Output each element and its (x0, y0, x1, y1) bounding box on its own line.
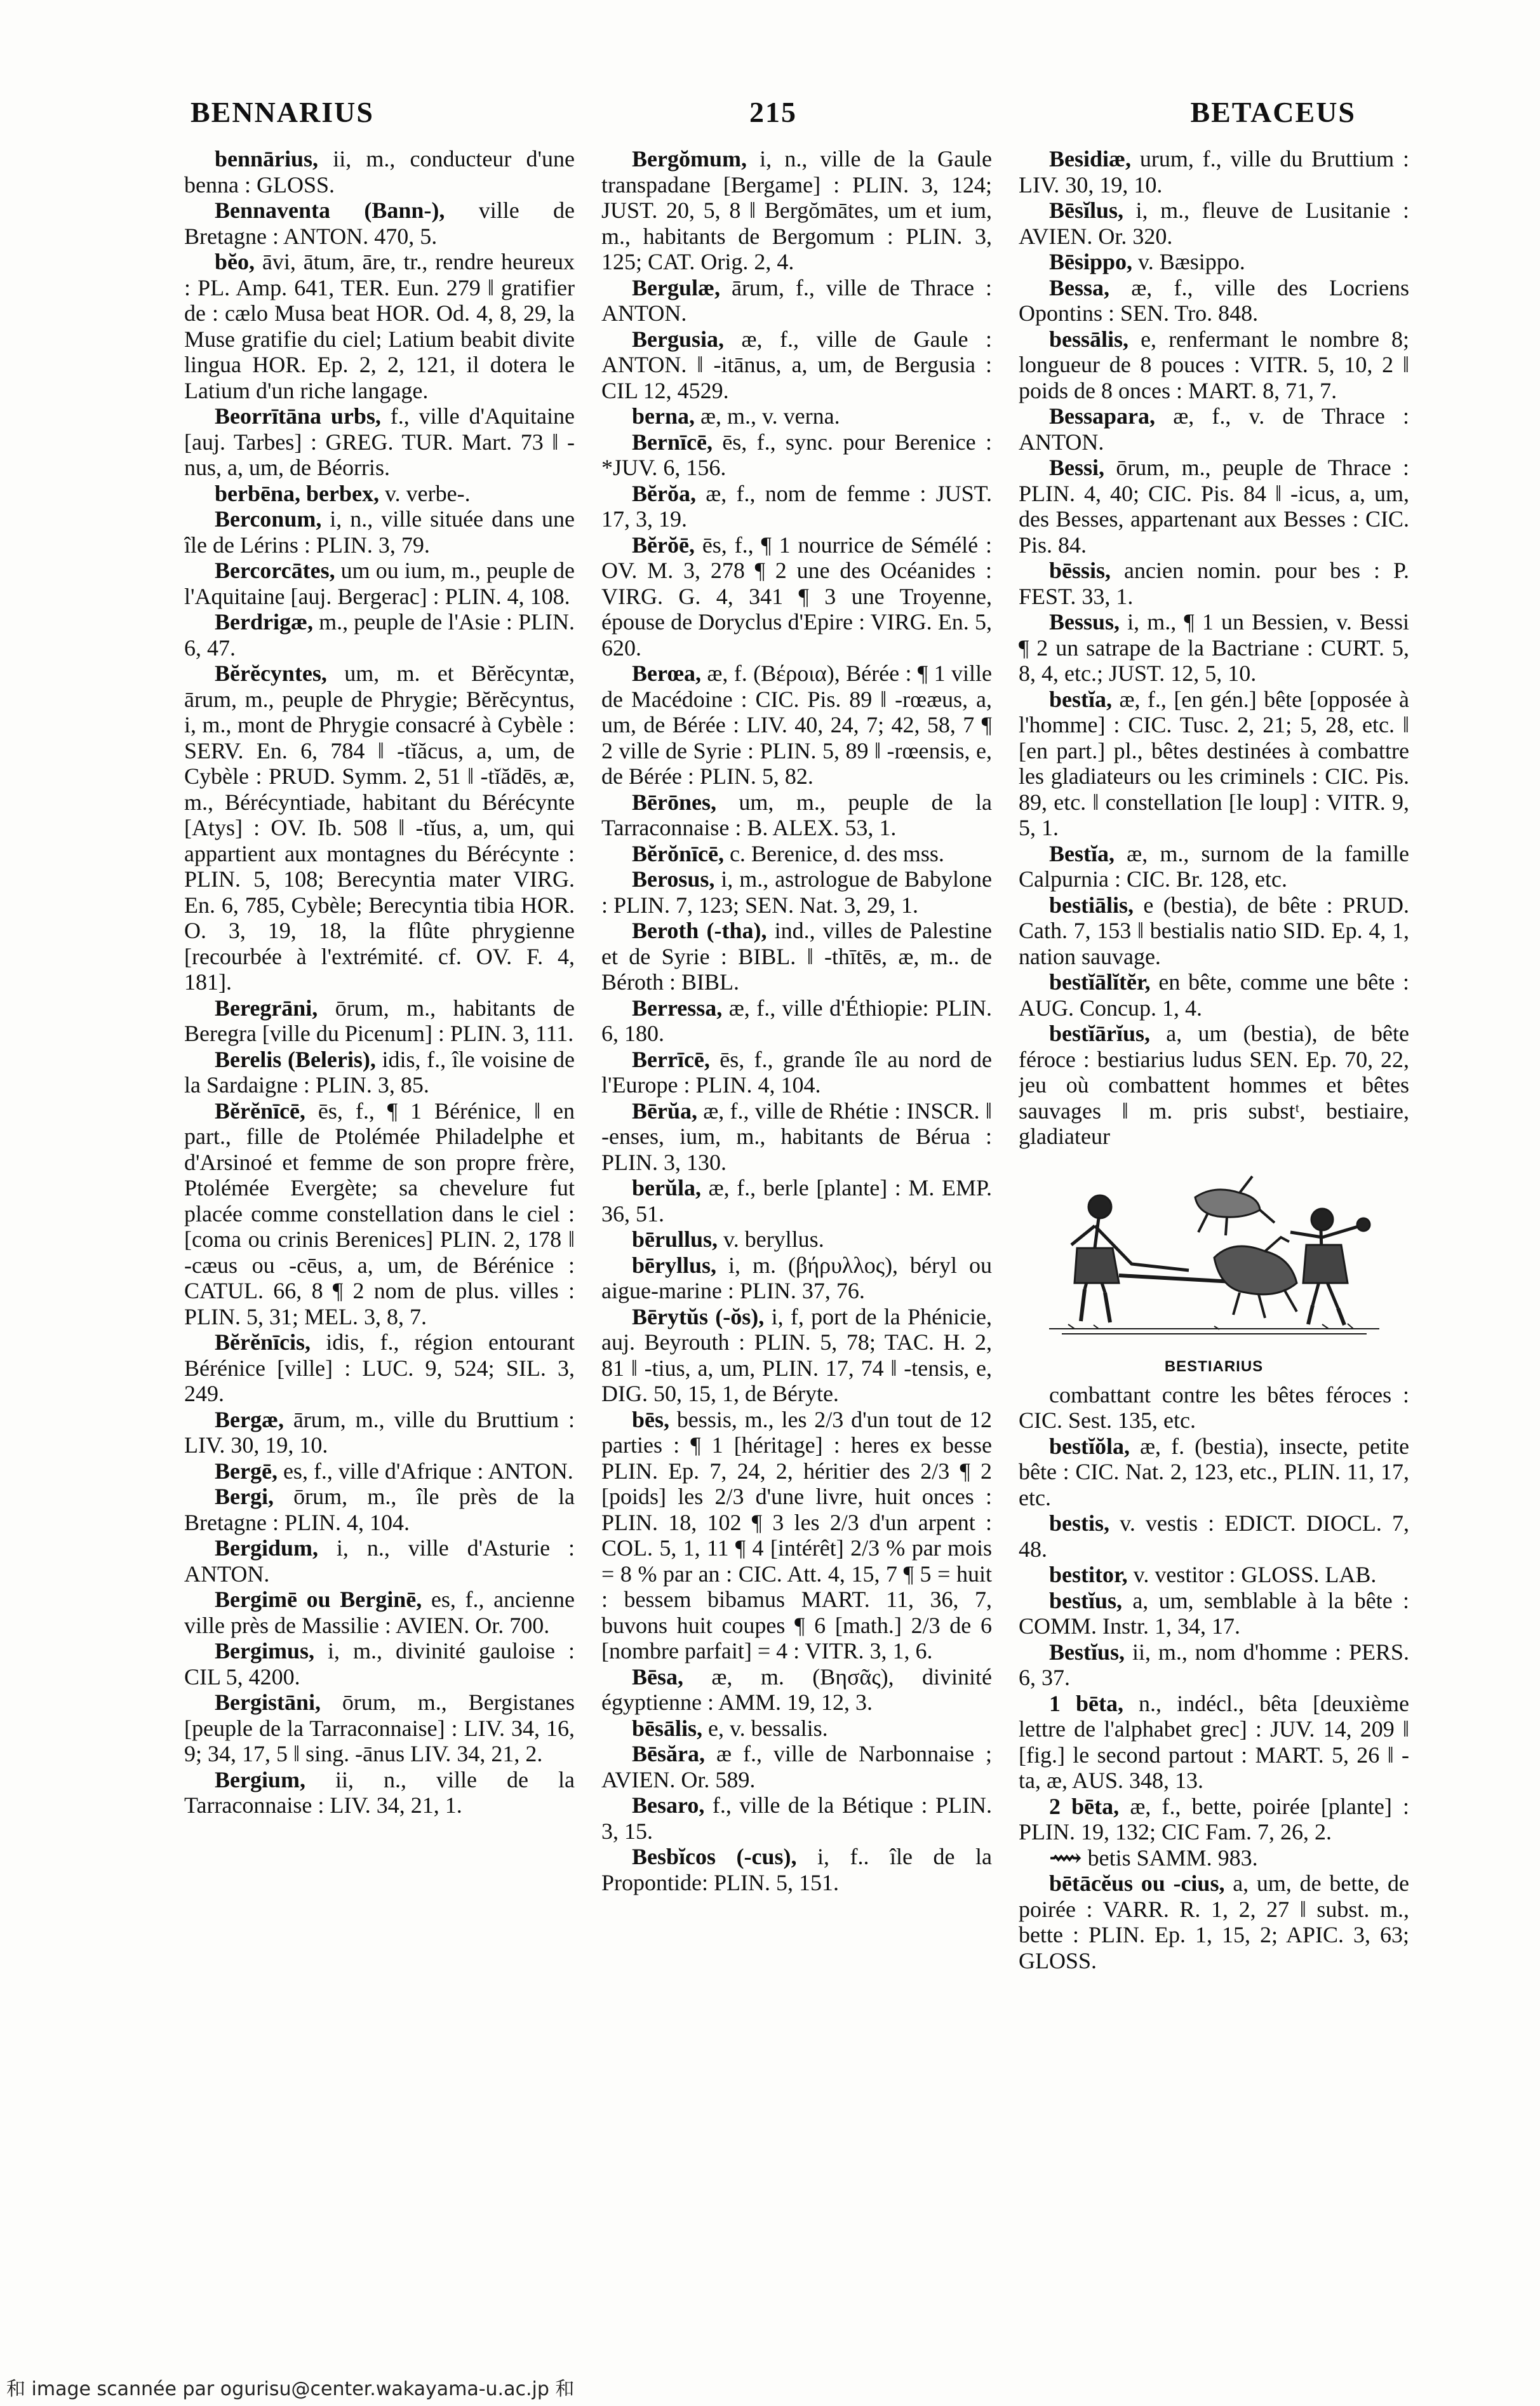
dictionary-entry (601, 1253, 992, 1304)
entry-headword: Bēsippo, (1049, 249, 1133, 274)
column-3-entries-top (1019, 146, 1409, 1150)
entry-definition: æ, f., ville de Rhétie : INSCR. ‖ -enses, ium, m., habitants de Bérua : PLIN. 3, 130. (601, 1098, 992, 1175)
entry-definition: i, m., astrologue de Babylone : PLIN. 7, 123; SEN. Nat. 3, 29, 1. (601, 866, 992, 918)
entry-headword: Bĕrĕnīcis, (215, 1329, 311, 1355)
entry-headword: berŭla, (632, 1175, 702, 1200)
entry-definition: æ, f., ville des Locriens Opontins : SEN. Tro. 848. (1019, 274, 1409, 326)
dictionary-entry (184, 481, 575, 507)
entry-headword: Beroth (-tha), (632, 918, 767, 943)
dictionary-entry (1019, 969, 1409, 1021)
dictionary-entry (601, 326, 992, 404)
entry-definition: ārum, f., ville de Thrace : ANTON. (601, 274, 992, 326)
dictionary-entry (184, 558, 575, 609)
dictionary-entry (601, 866, 992, 918)
dictionary-entry (1019, 1845, 1409, 1871)
dictionary-entry (184, 1484, 575, 1535)
dictionary-entry (1019, 1588, 1409, 1639)
scan-credit: 和 image scannée par ogurisu@center.wakayama-u.ac.jp 和 (6, 2378, 575, 2400)
entry-definition: f., ville d'Aquitaine [auj. Tarbes] : GREG. TUR. Mart. 73 ‖ -nus, a, um, de Béorris. (184, 403, 575, 480)
entry-definition: i, m. (βήρυλλος), béryl ou aigue-marine : PLIN. 37, 76. (601, 1252, 992, 1303)
entry-definition: i, n., ville de la Gaule transpadane [Bergame] : PLIN. 3, 124; JUST. 20, 5, 8 ‖ Bergŏmātes, um et ium, m., habitants de Bergomum : PLIN. 3, 125; CAT. Orig. 2, 4. (601, 146, 992, 274)
entry-definition: ōrum, m., île près de la Bretagne : PLIN. 4, 104. (184, 1484, 575, 1535)
dictionary-entry (601, 275, 992, 326)
column-1 (184, 146, 575, 2331)
entry-definition: ōrum, m., habitants de Beregra [ville du Picenum] : PLIN. 3, 111. (184, 995, 575, 1046)
header-first-word: BENNARIUS (191, 96, 374, 128)
dictionary-entry (184, 1638, 575, 1690)
dictionary-entry (601, 1741, 992, 1792)
dictionary-entry (184, 609, 575, 661)
dictionary-entry (184, 198, 575, 249)
dictionary-entry (1019, 609, 1409, 687)
entry-definition: a, um, semblable à la bête : COMM. Instr. 1, 34, 17. (1019, 1587, 1409, 1639)
dictionary-entry (601, 481, 992, 532)
dictionary-entry (601, 1716, 992, 1742)
entry-definition: æ, m., v. verna. (695, 403, 840, 429)
entry-headword: Berressa, (632, 995, 723, 1021)
entry-definition: ēs, f., ¶ 1 Bérénice, ‖ en part., fille de Ptolémée Philadelphe et d'Arsinoé et femme de son propre frère, Ptolémée Evergète; sa chevelure fut placée comme constellation dans le ciel : [coma ou crinis Berenices] PLIN. 2, 178 ‖ -cæus ou -cēus, a, um, de Bérénice : CATUL. 66, 8 ¶ 2 nom de plus. villes : PLIN. 5, 31; MEL. 3, 8, 7. (184, 1098, 575, 1329)
entry-headword: Bĕrĕnīcē, (215, 1098, 305, 1124)
entry-headword: Bērŭa, (632, 1098, 697, 1124)
dictionary-entry (601, 429, 992, 481)
entry-headword: bestis, (1049, 1510, 1110, 1536)
entry-definition: en bête, comme une bête : AUG. Concup. 1, 4. (1019, 969, 1409, 1021)
running-header (191, 95, 1356, 133)
entry-headword: Berelis (Beleris), (215, 1046, 376, 1072)
entry-definition: f., ville de la Bétique : PLIN. 3, 15. (601, 1792, 992, 1844)
entry-headword: Bĕrŏē, (632, 532, 695, 558)
entry-headword: Bergimē ou Berginē, (215, 1587, 422, 1612)
entry-definition: v. verbe-. (378, 480, 471, 506)
entry-definition: ōrum, m., Bergistanes [peuple de la Tarraconnaise] : LIV. 34, 16, 9; 34, 17, 5 ‖ sing. -ānus LIV. 34, 21, 2. (184, 1690, 575, 1766)
entry-headword: bestĭus, (1049, 1587, 1123, 1613)
figure-caption: BESTIARIUS (1164, 1357, 1264, 1375)
dictionary-entry (601, 841, 992, 867)
entry-headword: Bērytŭs (-ŏs), (632, 1303, 765, 1329)
text-columns (184, 146, 1410, 2331)
entry-definition: a, um, de bette, de poirée : VARR. R. 1, 2, 27 ‖ subst. m., bette : PLIN. Ep. 1, 15, 2; APIC. 3, 63; GLOSS. (1019, 1871, 1409, 1973)
entry-headword: bessālis, (1049, 326, 1129, 352)
entry-headword: Bergæ, (215, 1406, 284, 1432)
dictionary-entry (1019, 249, 1409, 275)
entry-definition: ind., villes de Palestine et de Syrie : BIBL. ‖ -thītēs, æ, m.. de Béroth : BIBL. (601, 918, 992, 995)
dictionary-entry (601, 1175, 992, 1227)
entry-headword: bestiālis, (1049, 892, 1134, 918)
dictionary-entry (601, 1664, 992, 1716)
dictionary-entry (1019, 455, 1409, 558)
entry-headword: Bestĭus, (1049, 1639, 1125, 1665)
entry-definition: m., peuple de l'Asie : PLIN. 6, 47. (184, 609, 575, 661)
entry-definition: v. vestitor : GLOSS. LAB. (1127, 1562, 1377, 1587)
entry-definition: æ, m., surnom de la famille Calpurnia : CIC. Br. 128, etc. (1019, 840, 1409, 892)
dictionary-entry (184, 1690, 575, 1767)
entry-headword: Bergium, (215, 1766, 305, 1792)
entry-definition: i, f.. île de la Propontide: PLIN. 5, 151. (601, 1844, 992, 1895)
entry-definition: betis SAMM. 983. (1081, 1845, 1258, 1871)
entry-headword: Bergidum, (215, 1535, 319, 1561)
entry-headword: 2 bēta, (1049, 1793, 1120, 1819)
entry-definition: æ, f. (Βέροια), Bérée : ¶ 1 ville de Macédoine : CIC. Pis. 89 ‖ -rœæus, a, um, de Bérée : LIV. 40, 24, 7; 42, 58, 7 ¶ 2 ville de Syrie : PLIN. 5, 89 ‖ -rœensis, e, de Bérée : PLIN. 5, 82. (601, 661, 992, 789)
dictionary-entry (184, 995, 575, 1047)
entry-headword: Bessa, (1049, 274, 1110, 300)
entry-definition: um ou ium, m., peuple de l'Aquitaine [auj. Bergerac] : PLIN. 4, 108. (184, 558, 575, 609)
entry-definition: e, v. bessalis. (702, 1715, 828, 1741)
entry-headword: bestĭālĭtĕr, (1049, 969, 1151, 995)
entry-headword: Berosus, (632, 866, 715, 892)
entry-headword: Bergusia, (632, 326, 725, 352)
entry-definition: ōrum, m., peuple de Thrace : PLIN. 4, 40; CIC. Pis. 84 ‖ -icus, a, um, des Besses, appartenant aux Besses : CIC. Pis. 84. (1019, 455, 1409, 558)
dictionary-entry (601, 403, 992, 429)
entry-headword: Besidiæ, (1049, 146, 1132, 171)
entry-headword: Berconum, (215, 506, 322, 532)
entry-headword: 1 bēta, (1049, 1690, 1124, 1716)
entry-headword: bestitor, (1049, 1562, 1128, 1587)
entry-headword: Bergŏmum, (632, 146, 747, 171)
entry-definition: es, f., ville d'Afrique : ANTON. (277, 1458, 573, 1484)
entry-headword: bĕo, (215, 249, 255, 274)
dictionary-entry (1019, 1639, 1409, 1691)
entry-headword: bestĭŏla, (1049, 1433, 1130, 1459)
entry-definition: æ f., ville de Narbonnaise ; AVIEN. Or. 589. (601, 1741, 992, 1792)
dictionary-entry (184, 1407, 575, 1458)
entry-definition: æ, f., ville d'Éthiopie: PLIN. 6, 180. (601, 995, 992, 1046)
entry-definition: c. Berenice, d. des mss. (723, 840, 944, 866)
entry-definition: n., indécl., bêta [deuxième lettre de l'alphabet grec] : JUV. 14, 209 ‖ [fig.] le second partout : MART. 5, 26 ‖ -ta, æ, AUS. 348, 13. (1019, 1690, 1409, 1793)
entry-definition: um, m. et Bĕrĕcyntæ, ārum, m., peuple de Phrygie; Bĕrĕcyntus, i, m., mont de Phrygie consacré à Cybèle : SERV. En. 6, 784 ‖ -tĭăcus, a, um, de Cybèle : PRUD. Symm. 2, 51 ‖ -tĭădēs, æ, m., Bérécyntiade, habitant du Bérécynte [Atys] : OV. Ib. 508 ‖ -tĭus, a, um, qui appartient aux montagnes du Bérécynte : PLIN. 5, 108; Berecyntia mater VIRG. En. 6, 785, Cybèle; Berecyntia tibia HOR. O. 3, 19, 18, la flûte phrygienne [recourbée à l'extrémité. cf. OV. F. 4, 181]. (184, 661, 575, 995)
dictionary-entry (184, 1535, 575, 1587)
dictionary-entry (1019, 1434, 1409, 1511)
entry-headword: Bercorcātes, (215, 558, 335, 583)
entry-definition: es, f., ancienne ville près de Massilie : AVIEN. Or. 700. (184, 1587, 575, 1638)
dictionary-entry (184, 1098, 575, 1330)
entry-headword: Bergistāni, (215, 1690, 321, 1715)
entry-headword: bēryllus, (632, 1252, 717, 1278)
dictionary-entry (601, 146, 992, 275)
entry-definition: combattant contre les bêtes féroces : CIC. Sest. 135, etc. (1019, 1381, 1409, 1433)
entry-headword: bēssis, (1049, 558, 1111, 583)
dictionary-entry (1019, 275, 1409, 326)
dictionary-entry (1019, 1562, 1409, 1588)
entry-definition: ēs, f., sync. pour Berenice : *JUV. 6, 156. (601, 429, 992, 480)
entry-definition: i, f, port de la Phénicie, auj. Beyrouth : PLIN. 5, 78; TAC. H. 2, 81 ‖ -tius, a, um, PLIN. 17, 74 ‖ -tensis, e, DIG. 50, 15, 1, de Béryte. (601, 1303, 992, 1406)
entry-definition: æ, f., v. de Thrace : ANTON. (1019, 403, 1409, 455)
dictionary-entry (184, 506, 575, 558)
column-3 (1019, 146, 1409, 2331)
entry-definition: ēs, f., grande île au nord de l'Europe : PLIN. 4, 104. (601, 1046, 992, 1098)
dictionary-entry (184, 146, 575, 198)
entry-definition: ville de Bretagne : ANTON. 470, 5. (184, 198, 575, 249)
entry-definition: i, m., ¶ 1 un Bessien, v. Bessi ¶ 2 un satrape de la Bactriane : CURT. 5, 8, 4, etc.; JUST. 12, 5, 10. (1019, 609, 1409, 686)
dictionary-entry (1019, 1871, 1409, 1973)
entry-headword: Bernīcē, (632, 429, 713, 455)
entry-headword: Bessapara, (1049, 403, 1156, 429)
bestiarius-illustration (1019, 1162, 1409, 1376)
entry-definition: ēs, f., ¶ 1 nourrice de Sémélé : OV. M. 3, 278 ¶ 2 une des Océanides : VIRG. G. 4, 341 ¶ 3 une Troyenne, épouse de Doryclus d'Epire : VIRG. En. 5, 620. (601, 532, 992, 661)
entry-definition: e, renfermant le nombre 8; longueur de 8 pouces : VITR. 5, 10, 2 ‖ poids de 8 onces : MART. 8, 71, 7. (1019, 326, 1409, 403)
entry-headword: bētācĕus ou -cius, (1049, 1871, 1225, 1896)
entry-headword: Besbĭcos (-cus), (632, 1844, 797, 1869)
dictionary-entry (184, 661, 575, 995)
entry-headword: Bĕrŏa, (632, 480, 696, 506)
entry-headword: bēs, (632, 1406, 670, 1432)
dictionary-entry (184, 1767, 575, 1818)
entry-definition: i, m., divinité gauloise : CIL 5, 4200. (184, 1638, 575, 1690)
dictionary-entry (1019, 1021, 1409, 1150)
entry-definition: a, um (bestia), de bête féroce : bestiarius ludus SEN. Ep. 70, 22, jeu où combattent hommes et bêtes sauvages ‖ m. pris substᵗ, bestiaire, gladiateur (1019, 1021, 1409, 1149)
dictionary-entry (1019, 1794, 1409, 1845)
dictionary-entry (601, 532, 992, 661)
dictionary-entry (1019, 403, 1409, 455)
dictionary-entry (601, 1098, 992, 1176)
entry-definition: i, n., ville d'Asturie : ANTON. (184, 1535, 575, 1587)
entry-definition: æ, f., [en gén.] bête [opposée à l'homme] : CIC. Tusc. 2, 21; 5, 28, etc. ‖ [en part.] pl., bêtes destinées à combattre les gladiateurs ou les criminels : CIC. Pis. 89, etc. ‖ constellation [le loup] : VITR. 9, 5, 1. (1019, 686, 1409, 840)
entry-definition: æ, f., ville de Gaule : ANTON. ‖ -itānus, a, um, de Bergusia : CIL 12, 4529. (601, 326, 992, 403)
dictionary-entry (601, 661, 992, 790)
entry-definition: um, m., peuple de la Tarraconnaise : B. ALEX. 53, 1. (601, 789, 992, 840)
dictionary-entry (601, 995, 992, 1047)
entry-definition: bessis, m., les 2/3 d'un tout de 12 parties : ¶ 1 [héritage] : heres ex besse PLIN. Ep. 7, 24, 2, héritier des 2/3 ¶ 2 [poids] les 2/3 d'une livre, huit onces : PLIN. 18, 102 ¶ 3 les 2/3 d'un arpent : COL. 5, 1, 11 ¶ 4 [intérêt] 2/3 % par mois = 8 % par an : CIC. Att. 4, 15, 7 ¶ 5 = huit : bessem bibamus MART. 11, 36, 7, buvons huit coupes ¶ 6 [math.] 2/3 de 6 [nombre parfait] = 4 : VITR. 3, 1, 6. (601, 1406, 992, 1663)
dictionary-entry (184, 1458, 575, 1484)
dictionary-entry (601, 918, 992, 995)
dictionary-entry (601, 1792, 992, 1844)
bestiarius-engraving-icon (1024, 1162, 1405, 1353)
entry-definition: æ, f., bette, poirée [plante] : PLIN. 19, 132; CIC Fam. 7, 26, 2. (1019, 1793, 1409, 1845)
entry-headword: Beorrītāna urbs, (215, 403, 381, 429)
entry-definition: æ, f. (bestia), insecte, petite bête : CIC. Nat. 2, 123, etc., PLIN. 11, 17, etc. (1019, 1433, 1409, 1510)
entry-definition: æ, f., berle [plante] : M. EMP. 36, 51. (601, 1175, 992, 1227)
dictionary-entry (1019, 558, 1409, 609)
entry-headword: Bergulæ, (632, 274, 720, 300)
entry-definition: æ, m. (Βησᾶς), divinité égyptienne : AMM. 19, 12, 3. (601, 1663, 992, 1715)
entry-headword: Berœa, (632, 661, 701, 686)
entry-headword: Bēsăra, (632, 1741, 705, 1766)
entry-headword: bennārius, (215, 146, 319, 171)
entry-definition: ārum, m., ville du Bruttium : LIV. 30, 19, 10. (184, 1406, 575, 1458)
column-3-entries-bottom (1019, 1382, 1409, 1974)
dictionary-entry (1019, 892, 1409, 970)
entry-headword: bērullus, (632, 1227, 718, 1252)
dictionary-entry (1019, 198, 1409, 249)
column-2 (601, 146, 992, 2331)
entry-headword: berbēna, berbex, (215, 480, 379, 506)
entry-definition: ancien nomin. pour bes : P. FEST. 33, 1. (1019, 558, 1409, 609)
entry-headword: Bessi, (1049, 455, 1105, 480)
dictionary-entry (1019, 687, 1409, 841)
dictionary-entry (601, 1407, 992, 1664)
entry-headword: Bērōnes, (632, 789, 716, 815)
dictionary-entry (601, 1227, 992, 1253)
entry-headword: bēsālis, (632, 1715, 703, 1741)
entry-definition: v. Bæsippo. (1132, 249, 1245, 274)
entry-headword: Berdrigæ, (215, 609, 313, 635)
entry-headword: bestĭārĭus, (1049, 1021, 1151, 1046)
dictionary-entry (601, 790, 992, 841)
dictionary-entry (184, 1329, 575, 1407)
dictionary-entry (184, 403, 575, 481)
entry-definition: e (bestia), de bête : PRUD. Cath. 7, 153 ‖ bestialis natio SID. Ep. 4, 1, nation sauvage. (1019, 892, 1409, 969)
entry-headword: berna, (632, 403, 695, 429)
page-number: 215 (749, 96, 797, 128)
dictionary-entry (1019, 1382, 1409, 1434)
entry-headword: Bĕrŏnīcē, (632, 840, 724, 866)
entry-headword: Bennaventa (Bann-), (215, 198, 445, 223)
entry-definition: āvi, ātum, āre, tr., rendre heureux : PL. Amp. 641, TER. Eun. 279 ‖ gratifier de : cælo Musa beat HOR. Od. 4, 8, 29, la Muse gratifie du ciel; Latium beabit divite lingua HOR. Ep. 2, 2, 121, il dotera le Latium d'un riche langage. (184, 249, 575, 403)
entry-headword: Bergimus, (215, 1638, 314, 1663)
entry-definition: v. vestis : EDICT. DIOCL. 7, 48. (1019, 1510, 1409, 1562)
dictionary-entry (184, 249, 575, 403)
entry-definition: idis, f., île voisine de la Sardaigne : PLIN. 3, 85. (184, 1046, 575, 1098)
entry-definition: ii, m., nom d'homme : PERS. 6, 37. (1019, 1639, 1409, 1690)
dictionary-entry (184, 1047, 575, 1098)
entry-headword: Beregrāni, (215, 995, 318, 1021)
entry-headword: bestĭa, (1049, 686, 1112, 712)
entry-headword: Besaro, (632, 1792, 705, 1818)
entry-headword: Bĕrĕcyntes, (215, 661, 327, 686)
dictionary-entry (1019, 146, 1409, 198)
entry-headword: Bēsa, (632, 1663, 683, 1690)
entry-headword: Bessus, (1049, 609, 1120, 635)
entry-headword: Bestĭa, (1049, 840, 1115, 866)
dictionary-entry (184, 1587, 575, 1638)
entry-definition: ii, n., ville de la Tarraconnaise : LIV. 34, 21, 1. (184, 1766, 575, 1818)
dictionary-entry (601, 1844, 992, 1895)
entry-headword: Bēsĭlus, (1049, 198, 1124, 223)
entry-headword: Bergē, (215, 1458, 278, 1484)
entry-definition: urum, f., ville du Bruttium : LIV. 30, 19, 10. (1019, 146, 1409, 198)
entry-headword: Berrīcē, (632, 1046, 710, 1072)
dictionary-entry (1019, 1510, 1409, 1562)
dictionary-entry (1019, 326, 1409, 404)
entry-definition: v. beryllus. (718, 1227, 824, 1252)
entry-definition: ii, m., conducteur d'une benna : GLOSS. (184, 146, 575, 198)
dictionary-entry (601, 1047, 992, 1098)
header-last-word: BETACEUS (1190, 96, 1356, 128)
entry-definition: i, n., ville située dans une île de Lérins : PLIN. 3, 79. (184, 506, 575, 558)
entry-definition: i, m., fleuve de Lusitanie : AVIEN. Or. 320. (1019, 198, 1409, 249)
entry-headword: ⟿ (1049, 1845, 1082, 1871)
entry-definition: æ, f., nom de femme : JUST. 17, 3, 19. (601, 480, 992, 532)
dictionary-entry (601, 1304, 992, 1407)
dictionary-entry (1019, 1691, 1409, 1794)
entry-definition: idis, f., région entourant Bérénice [ville] : LUC. 9, 524; SIL. 3, 249. (184, 1329, 575, 1406)
entry-headword: Bergi, (215, 1484, 274, 1509)
dictionary-entry (1019, 841, 1409, 892)
